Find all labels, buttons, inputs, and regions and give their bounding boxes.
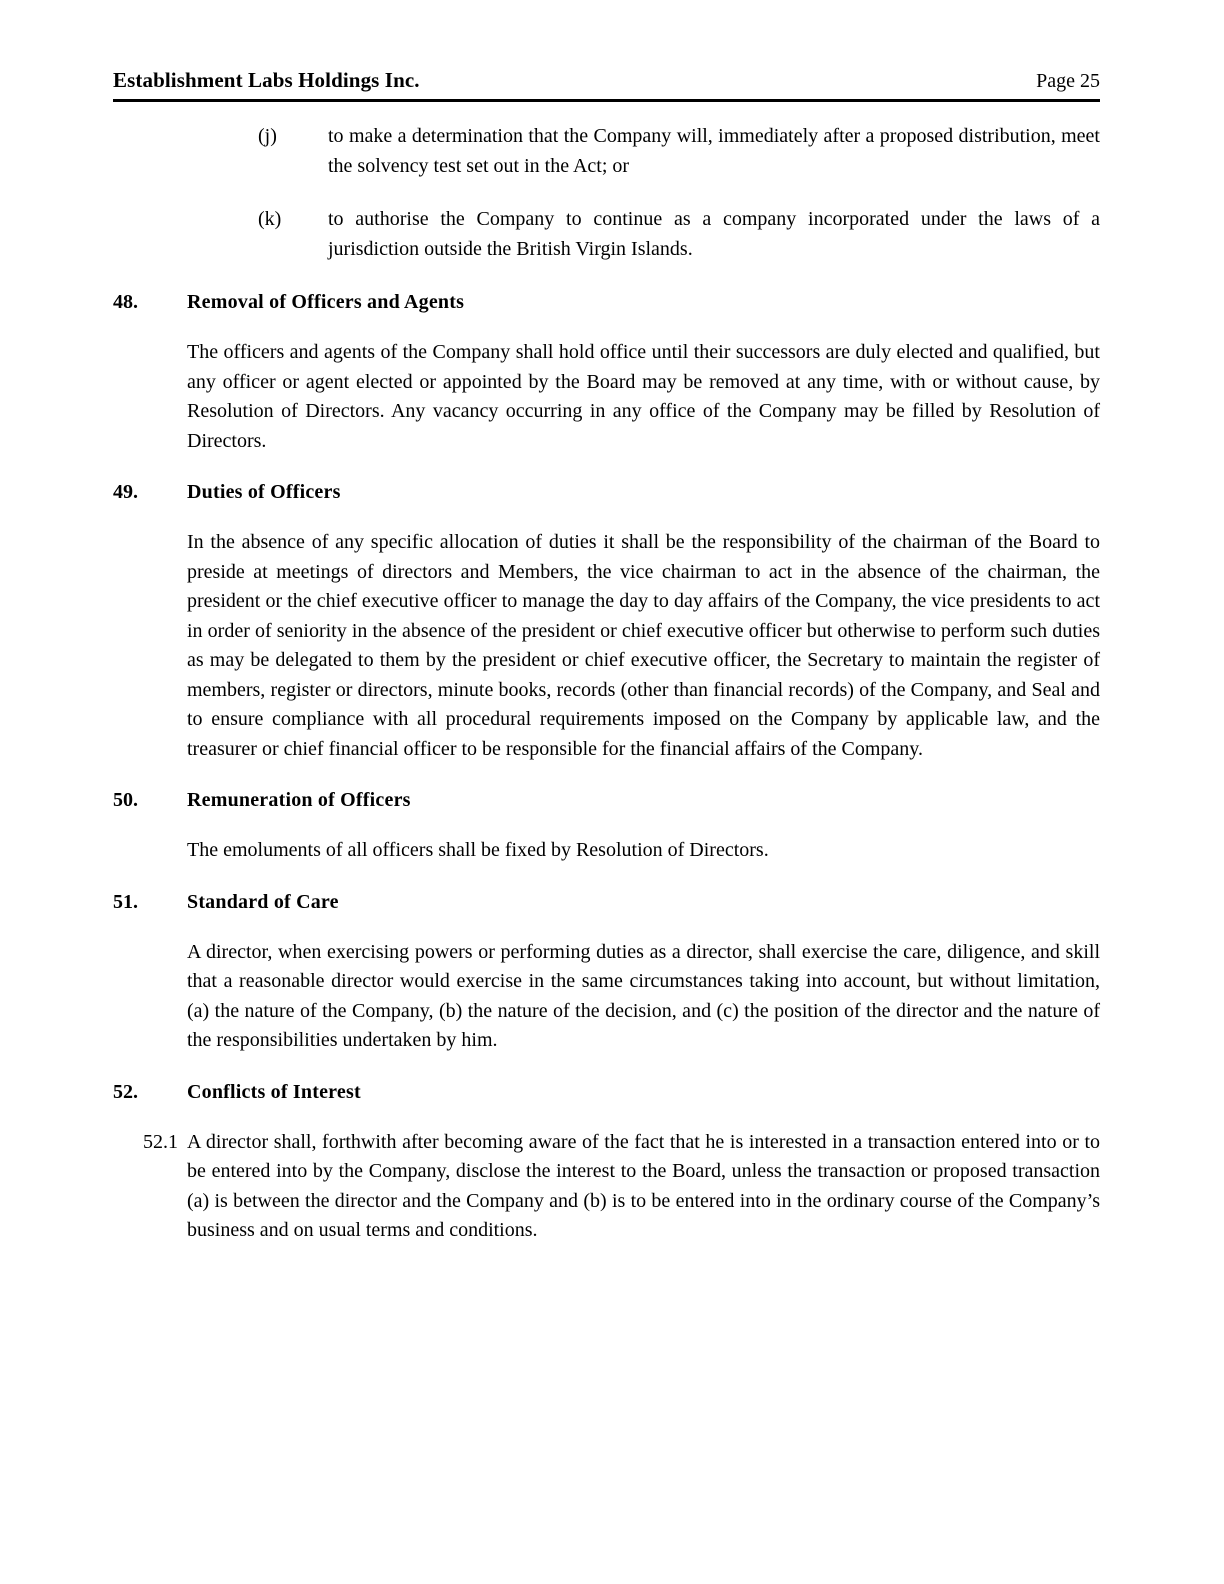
list-item-text: to make a determination that the Company will, immediately after a proposed distribution, meet the solvency test set out in the Act; or [328,125,1100,177]
list-item-marker: (j) [258,125,277,147]
subclause-text: A director shall, forthwith after becoming aware of the fact that he is interested in a transaction entered into or to be entered into by the Company, disclose the interest to the Board, unless the transaction or proposed transaction (a) is between the director and the Company and (b) is to be entered into in the ordinary course of the Company’s business and on usual terms and conditions. [187,1130,1100,1241]
section-heading-49 [113,478,1100,506]
section-title: Remuneration of Officers [187,789,411,811]
section-body-49: In the absence of any specific allocation of duties it shall be the responsibility of the chairman of the Board to preside at meetings of directors and Members, the vice chairman to act in the absence of the chairman, the president or the chief executive officer to manage the day to day affairs of the Company, the vice presidents to act in order of seniority in the absence of the president or chief executive officer but otherwise to perform such duties as may be delegated to them by the president or chief executive officer, the Secretary to maintain the register of members, register or directors, minute books, records (other than financial records) of the Company, and Seal and to ensure compliance with all procedural requirements imposed on the Company by applicable law, and the treasurer or chief financial officer to be responsible for the financial affairs of the Company. [187,531,1100,760]
section-heading-52 [113,1078,1100,1106]
list-item-marker: (k) [258,208,282,230]
section-heading-48 [113,288,1100,316]
section-heading-51 [113,888,1100,916]
section-body-48: The officers and agents of the Company shall hold office until their successors are duly elected and qualified, but any officer or agent elected or appointed by the Board may be removed at any time, with or without cause, by Resolution of Directors. Any vacancy occurring in any office of the Company may be filled by Resolution of Directors. [187,341,1100,452]
header-company-name: Establishment Labs Holdings Inc. [113,68,420,92]
list-item-text: to authorise the Company to continue as a company incorporated under the laws of a jurisdiction outside the British Virgin Islands. [328,208,1100,260]
subclause-number: 52.1 [143,1130,178,1153]
header-divider [113,99,1100,102]
list-item [113,205,1100,264]
section-body-50: The emoluments of all officers shall be fixed by Resolution of Directors. [187,839,769,861]
section-body-51: A director, when exercising powers or performing duties as a director, shall exercise the care, diligence, and skill that a reasonable director would exercise in the same circumstances taking into account, but without limitation, (a) the nature of the Company, (b) the nature of the decision, and (c) the position of the director and the nature of the responsibilities undertaken by him. [187,940,1100,1051]
running-header [113,68,1100,93]
header-page-number: Page 25 [1036,70,1100,92]
section-number: 49. [113,481,138,503]
section-title: Duties of Officers [187,481,341,503]
section-number: 50. [113,789,138,811]
section-number: 48. [113,291,138,313]
section-title: Conflicts of Interest [187,1080,361,1103]
document-body [113,122,1100,1266]
list-item [113,122,1100,181]
section-title: Removal of Officers and Agents [187,291,465,313]
section-number: 51. [113,890,138,913]
section-heading-50 [113,786,1100,814]
section-title: Standard of Care [187,890,339,913]
subclause-52-1 [113,1128,1100,1246]
section-number: 52. [113,1080,138,1103]
